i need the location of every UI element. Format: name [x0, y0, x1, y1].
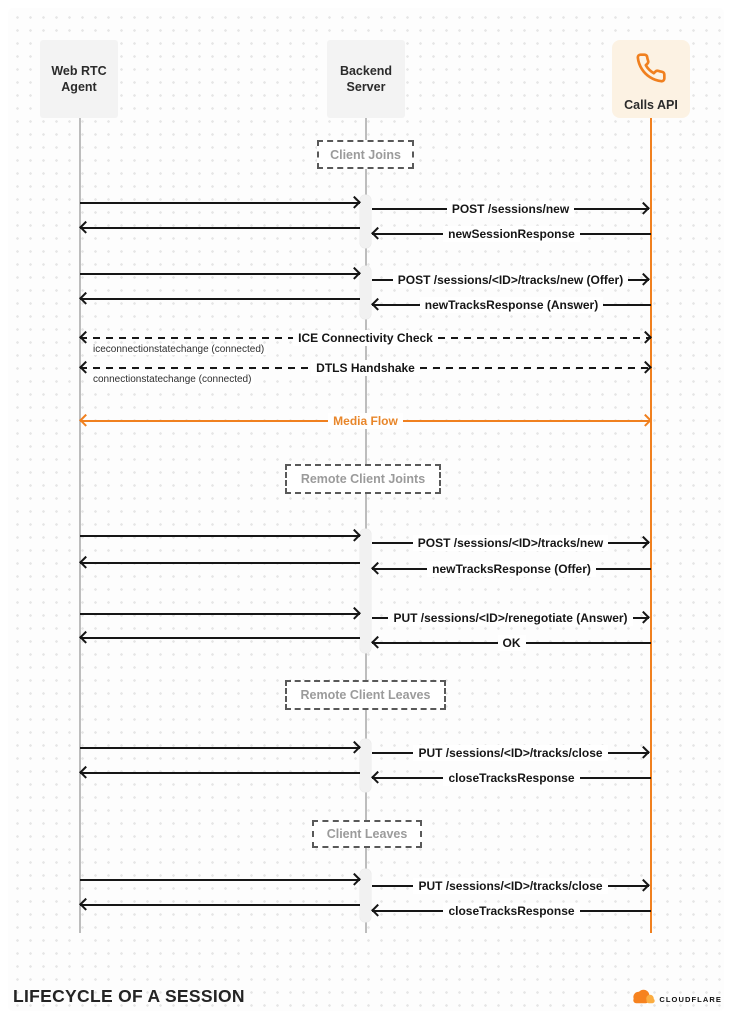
- msg-backend-to-agent: [80, 220, 360, 236]
- msg-response-close-tracks: [372, 770, 651, 786]
- actor-label: Calls API: [624, 98, 678, 112]
- msg-request-renegotiate: [372, 610, 649, 626]
- msg-request-close-tracks: [372, 878, 649, 894]
- activation-bar: [360, 739, 371, 792]
- message-label: ICE Connectivity Check: [293, 330, 438, 346]
- msg-backend-to-agent: [80, 555, 360, 571]
- message-label: newSessionResponse: [443, 226, 580, 242]
- msg-response-ok: [372, 635, 651, 651]
- actor-label: Backend Server: [339, 63, 393, 94]
- msg-request-new-tracks: [372, 535, 649, 551]
- msg-response-close-tracks: [372, 903, 651, 919]
- activation-bar: [360, 266, 371, 319]
- phase-remote-client-joints: [285, 464, 441, 494]
- msg-backend-to-agent: [80, 630, 360, 646]
- phase-remote-client-leaves: [285, 680, 446, 710]
- msg-request-close-tracks: [372, 745, 649, 761]
- cloudflare-wordmark: CLOUDFLARE: [659, 994, 722, 1004]
- msg-backend-to-agent: [80, 765, 360, 781]
- actor-label: Web RTC Agent: [51, 63, 107, 94]
- msg-backend-to-agent: [80, 897, 360, 913]
- message-label: Media Flow: [328, 413, 403, 429]
- page-title: LIFECYCLE OF A SESSION: [13, 986, 245, 1006]
- ice-state-sublabel: iceconnectionstatechange (connected): [90, 344, 267, 355]
- phase-label: Client Leaves: [326, 827, 408, 841]
- cloudflare-cloud-icon: [629, 989, 656, 1009]
- msg-agent-to-backend: [80, 606, 360, 622]
- msg-response-new-tracks-answer: [372, 297, 651, 313]
- msg-agent-to-backend: [80, 266, 360, 282]
- actor-calls-api: [612, 40, 690, 118]
- phase-label: Client Joins: [330, 147, 401, 162]
- dtls-state-sublabel: connectionstatechange (connected): [90, 374, 254, 385]
- phase-label: Remote Client Joints: [300, 472, 426, 486]
- msg-request-new-session: [372, 201, 649, 217]
- msg-response-new-session: [372, 226, 651, 242]
- message-label: OK: [498, 635, 526, 651]
- phone-icon: [635, 52, 667, 89]
- message-label: POST /sessions/<ID>/tracks/new (Offer): [393, 272, 628, 288]
- message-label: DTLS Handshake: [311, 360, 420, 376]
- message-label: PUT /sessions/<ID>/tracks/close: [413, 878, 607, 894]
- actor-web-rtc-agent: [40, 40, 118, 118]
- message-label: PUT /sessions/<ID>/tracks/close: [413, 745, 607, 761]
- phase-client-leaves: [312, 820, 422, 848]
- message-label: newTracksResponse (Offer): [427, 561, 596, 577]
- phase-label: Remote Client Leaves: [300, 688, 431, 702]
- actor-backend-server: [327, 40, 405, 118]
- message-label: newTracksResponse (Answer): [420, 297, 603, 313]
- media-flow-arrow: [80, 413, 651, 429]
- msg-agent-to-backend: [80, 740, 360, 756]
- activation-bar: [360, 195, 371, 248]
- msg-request-new-tracks-offer: [372, 272, 649, 288]
- activation-bar: [360, 869, 371, 922]
- cloudflare-logo: [629, 989, 722, 1009]
- msg-agent-to-backend: [80, 872, 360, 888]
- msg-agent-to-backend: [80, 195, 360, 211]
- activation-bar: [360, 529, 371, 653]
- msg-backend-to-agent: [80, 291, 360, 307]
- message-label: closeTracksResponse: [443, 903, 579, 919]
- msg-response-new-tracks-offer: [372, 561, 651, 577]
- message-label: closeTracksResponse: [443, 770, 579, 786]
- message-label: PUT /sessions/<ID>/renegotiate (Answer): [388, 610, 632, 626]
- message-label: POST /sessions/<ID>/tracks/new: [413, 535, 608, 551]
- phase-client-joins: [317, 140, 414, 169]
- lifeline-web-rtc-agent: [79, 118, 81, 933]
- message-label: POST /sessions/new: [447, 201, 574, 217]
- msg-agent-to-backend: [80, 528, 360, 544]
